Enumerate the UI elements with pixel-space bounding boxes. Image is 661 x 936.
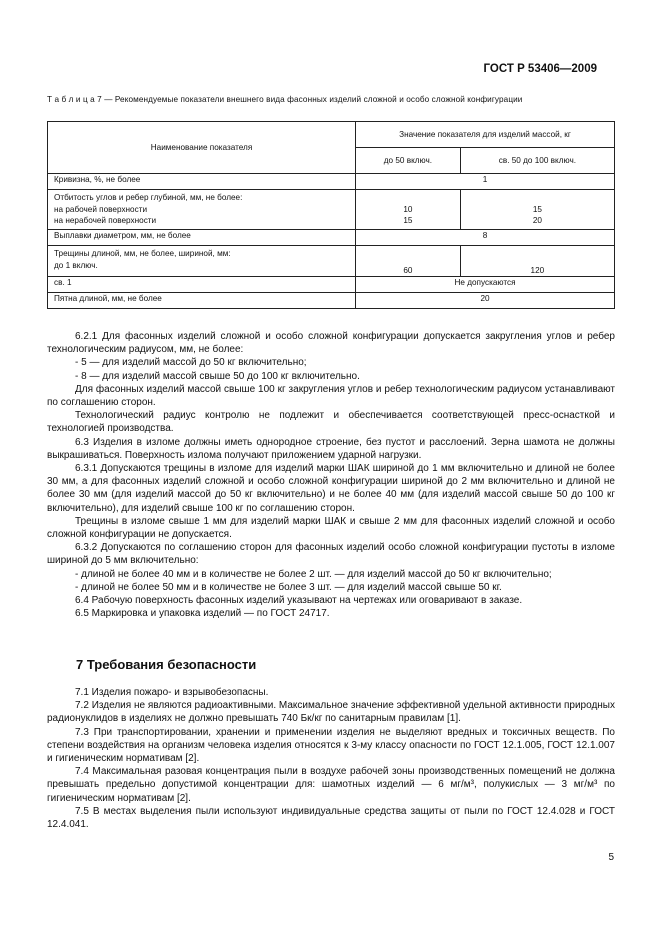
paragraph: 7.4 Максимальная разовая концентрация пыли в воздухе рабочей зоны производственных помещений не должна превышать предельно допустимой концентрации для: шамотных изделий — 6 мг/м³, полукислых — 3 мг/м³ по гигиеническим нормативам [2]. xyxy=(47,766,615,804)
row-name: Пятна длиной, мм, не более xyxy=(48,293,356,309)
value: 15 xyxy=(532,204,542,214)
row-name: св. 1 xyxy=(48,277,356,293)
row-value: Не допускаются xyxy=(356,277,615,293)
row-name: Кривизна, %, не более xyxy=(48,174,356,190)
document-header: ГОСТ Р 53406—2009 xyxy=(483,63,597,75)
paragraph: 7.1 Изделия пожаро- и взрывобезопасны. xyxy=(75,687,269,698)
list-item: - 8 — для изделий массой свыше 50 до 100 кг включительно. xyxy=(75,370,360,382)
table-caption: Т а б л и ц а 7 — Рекомендуемые показатели внешнего вида фасонных изделий сложной и особо сложной конфигурации xyxy=(47,95,523,104)
value: 15 xyxy=(403,216,413,225)
row-name-line: до 1 включ. xyxy=(54,260,98,270)
row-name xyxy=(48,190,356,230)
section-7-text xyxy=(47,686,615,831)
table-row xyxy=(48,246,615,277)
list-item: - длиной не более 50 мм и в количестве не более 3 шт. — для изделий массой свыше 50 кг. xyxy=(75,581,502,593)
section-6-text xyxy=(47,330,615,620)
paragraph: 7.5 В местах выделения пыли используют индивидуальные средства защиты от пыли по ГОСТ 12.4.028 и ГОСТ 12.4.041. xyxy=(47,805,615,831)
paragraph: Технологический радиус контролю не подлежит и обеспечивается соответствующей пресс-оснасткой и технологией производства. xyxy=(47,410,615,435)
row-value: 1 xyxy=(356,174,615,190)
paragraph: 6.4 Рабочую поверхность фасонных изделий указывают на чертежах или оговаривают в заказе. xyxy=(75,595,523,607)
paragraph: Для фасонных изделий массой свыше 100 кг закругления углов и ребер технологическим радиусом устанавливают по соглашению сторон. xyxy=(47,383,615,409)
row-value: 20 xyxy=(356,293,615,309)
value: 20 xyxy=(532,216,542,225)
row-value-a: 60 xyxy=(356,246,461,277)
paragraph: 6.3.2 Допускаются по соглашению сторон для фасонных изделий особо сложной конфигурации пустоты в изломе шириной до 5 мм включительно: xyxy=(47,542,615,567)
table-row xyxy=(48,174,615,190)
paragraph: 6.3.1 Допускаются трещины в изломе для изделий марки ШАК шириной до 1 мм включительно и длиной не более 30 мм, а для фасонных изделий сложной и особо сложной конфигурации шириной до 2 мм включительно и длиной не более 30 мм (для изделий массой до 50 кг включительно) и не более 40 мм (для изделий массой свыше 50 до 100 кг включительно), для изделий свыше 100 кг по соглашению сторон. xyxy=(47,463,615,514)
col-header-a: до 50 включ. xyxy=(356,148,461,174)
table-row xyxy=(48,277,615,293)
row-name-line: Отбитость углов и ребер глубиной, мм, не более: xyxy=(54,193,243,202)
paragraph: 6.5 Маркировка и упаковка изделий — по ГОСТ 24717. xyxy=(75,608,330,620)
paragraph: 7.3 При транспортировании, хранении и применении изделия не выделяют вредных и токсичных веществ. По степени воздействия на организм человека изделия относятся к 3-му классу опасности по ГОСТ 12.1.005, ГОСТ 12.1.007 и гигиеническим нормативам [2]. xyxy=(47,726,615,765)
col-header-name: Наименование показателя xyxy=(48,122,356,174)
paragraph: 6.3 Изделия в изломе должны иметь однородное строение, без пустот и расслоений. Зерна шамота не должны выкрашиваться. Поверхность излома получают приложением ударной нагрузки. xyxy=(47,436,615,461)
paragraph: Трещины в изломе свыше 1 мм для изделий марки ШАК и свыше 2 мм для фасонных изделий сложной и особо сложной конфигурации не допускается. xyxy=(47,515,615,541)
row-value-b xyxy=(460,190,614,230)
paragraph: 6.2.1 Для фасонных изделий сложной и особо сложной конфигурации допускается закругления углов и ребер технологическим радиусом, мм, не более: xyxy=(47,331,615,356)
row-name-line: на рабочей поверхности xyxy=(54,204,148,214)
col-header-b: св. 50 до 100 включ. xyxy=(460,148,614,174)
row-name-line: Трещины длиной, мм, не более, шириной, мм: xyxy=(54,249,231,258)
row-name-line: на нерабочей поверхности xyxy=(54,216,157,225)
list-item: - 5 — для изделий массой до 50 кг включительно; xyxy=(75,357,307,369)
row-name: Выплавки диаметром, мм, не более xyxy=(48,230,356,246)
value: 10 xyxy=(403,204,413,214)
row-value-a xyxy=(356,190,461,230)
list-item: - длиной не более 40 мм и в количестве не более 2 шт. — для изделий массой до 50 кг включительно; xyxy=(75,568,552,580)
row-value: 8 xyxy=(356,230,615,246)
col-header-value: Значение показателя для изделий массой, кг xyxy=(356,122,615,148)
row-name xyxy=(48,246,356,277)
table-7 xyxy=(47,121,615,309)
row-value-b: 120 xyxy=(460,246,614,277)
page-number: 5 xyxy=(608,852,614,863)
table-row xyxy=(48,190,615,230)
section-heading: 7 Требования безопасности xyxy=(76,657,257,672)
table-row xyxy=(48,230,615,246)
paragraph: 7.2 Изделия не являются радиоактивными. Максимальное значение эффективной удельной активности природных радионуклидов в изделиях не должно превышать 740 Бк/кг по санитарным правилам [1]. xyxy=(47,700,615,725)
table-row xyxy=(48,293,615,309)
